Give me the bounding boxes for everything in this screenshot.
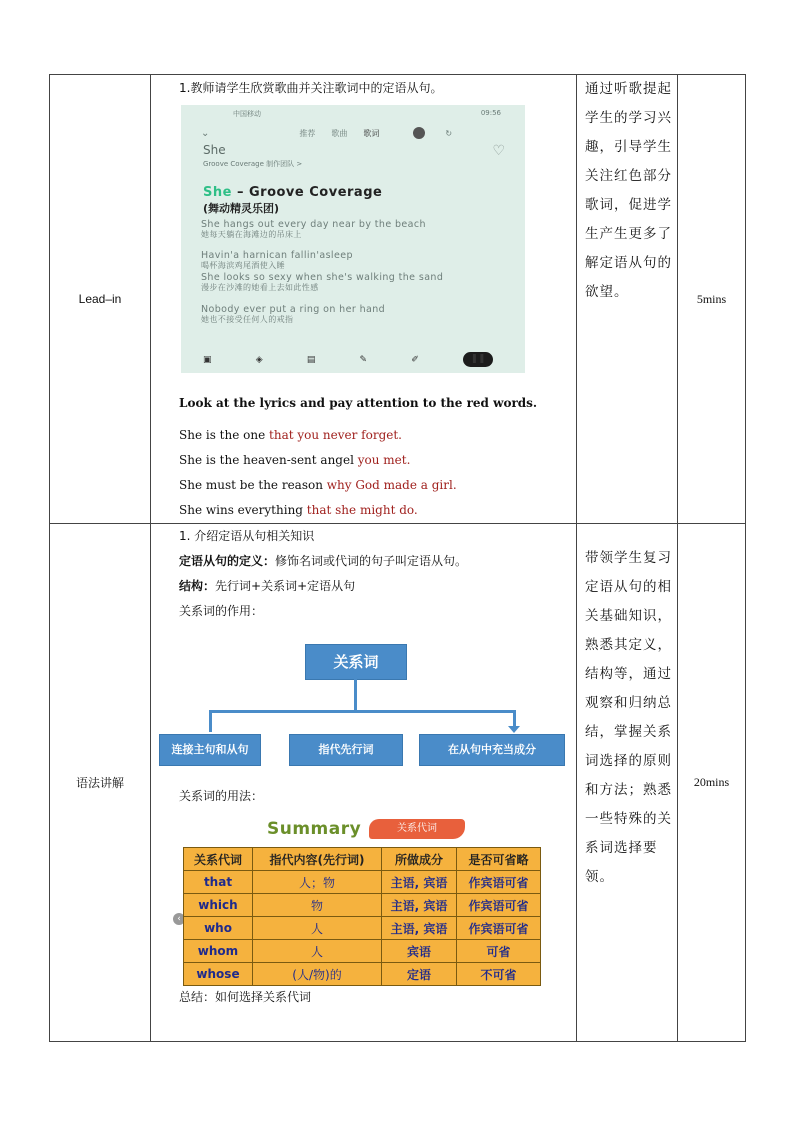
diagram-child: 指代先行词 xyxy=(289,734,403,766)
structure-line: 结构：先行词+关系词+定语从句 xyxy=(179,579,356,593)
share-icon: ↻ xyxy=(445,128,453,138)
tab-lyrics: 歌词 xyxy=(363,128,380,138)
phone-status-bar xyxy=(233,109,501,119)
summary-tag: 关系代词 xyxy=(369,819,465,839)
summary-figure xyxy=(179,815,539,987)
avatar xyxy=(413,127,425,139)
player-nav xyxy=(201,127,505,139)
content-cell xyxy=(151,524,577,1042)
time-cell: 20mins xyxy=(678,524,746,1042)
lyric-line: She hangs out every day near by the beach 她每天躺在海滩边的吊床上 xyxy=(201,219,426,239)
tab-song: 歌曲 xyxy=(331,128,348,138)
summary-row: which 物 主语, 宾语 作宾语可省 xyxy=(184,894,541,917)
diagram-connector xyxy=(354,678,357,712)
prompt-text: Look at the lyrics and pay attention to the red words. xyxy=(179,396,538,410)
comment-icon: ▣ xyxy=(203,354,212,365)
sentence-line: She wins everything that she might do. xyxy=(179,503,418,517)
stage-cell: Lead–in xyxy=(50,75,151,524)
diagram-connector xyxy=(209,710,513,713)
summary-title: Summary xyxy=(267,819,362,839)
lyrics-screenshot xyxy=(181,105,525,373)
purpose-cell: 带领学生复习定语从句的相关基础知识，熟悉其定义，结构等，通过观察和归纳总结，掌握关系词选择的原则和方法；熟悉一些特殊的关系词选择要领。 xyxy=(577,524,678,1042)
lyrics-subtitle: (舞动精灵乐团) xyxy=(203,202,280,215)
summary-row: whom 人 宾语 可省 xyxy=(184,940,541,963)
instruction-text: 1.教师请学生欣赏歌曲并关注歌词中的定语从句。 xyxy=(179,81,443,95)
summary-row: whose (人/物)的 定语 不可省 xyxy=(184,963,541,986)
summary-row: who 人 主语, 宾语 作宾语可省 xyxy=(184,917,541,940)
definition-line: 定语从句的定义：修饰名词或代词的句子叫定语从句。 xyxy=(179,554,468,568)
sentence-line: She is the one that you never forget. xyxy=(179,428,402,442)
diagram-child: 连接主句和从句 xyxy=(159,734,261,766)
purpose-cell: 通过听歌提起学生的学习兴趣，引导学生关注红色部分歌词，促进学生产生更多了解定语从句的欲望。 xyxy=(577,75,678,524)
diagram-child: 在从句中充当成分 xyxy=(419,734,565,766)
summary-table xyxy=(183,847,541,986)
grammar-row xyxy=(50,524,746,1042)
summary-row: that 人；物 主语, 宾语 作宾语可省 xyxy=(184,871,541,894)
translate-icon: ◈ xyxy=(255,354,263,365)
function-label: 关系词的作用： xyxy=(179,604,264,618)
chevron-down-icon: ⌄ xyxy=(201,127,210,139)
pause-icon: ❚❚ xyxy=(463,352,493,367)
song-name: She xyxy=(203,143,226,157)
sentence-line: She is the heaven-sent angel you met. xyxy=(179,453,411,467)
lyrics-title: She – Groove Coverage xyxy=(203,185,383,200)
content-cell xyxy=(151,75,577,524)
diagram-root: 关系词 xyxy=(305,644,407,680)
player-controls xyxy=(203,352,493,367)
usage-label: 关系词的用法： xyxy=(179,789,264,803)
relative-word-diagram xyxy=(159,644,569,774)
stage-cell: 语法讲解 xyxy=(50,524,151,1042)
carrier-label: 中国移动 xyxy=(233,110,261,118)
lyrics-icon: ▤ xyxy=(306,354,316,365)
mic-icon: ✎ xyxy=(359,354,368,365)
section-heading: 1. 介绍定语从句相关知识 xyxy=(179,529,315,543)
summary-header-row: 关系代词 指代内容(先行词) 所做成分 是否可省略 xyxy=(184,848,541,871)
sentence-line: She must be the reason why God made a girl. xyxy=(179,478,457,492)
artist-name: Groove Coverage 制作团队 > xyxy=(203,160,303,168)
clock-label: 09:56 xyxy=(480,109,501,117)
lyric-line: Nobody ever put a ring on her hand 她也不接受任何人的戒指 xyxy=(201,304,386,324)
lesson-plan-table xyxy=(49,74,746,1042)
diagram-connector xyxy=(209,710,212,732)
edit-icon: ✐ xyxy=(411,354,419,365)
tab-recommend: 推荐 xyxy=(299,128,316,138)
lyric-line: Havin'a harnican fallin'asleep 喝杯海滨鸡尾酒使入睡 xyxy=(201,250,353,270)
heart-icon: ♡ xyxy=(492,143,505,159)
chevron-left-icon: ‹ xyxy=(173,913,185,925)
time-cell: 5mins xyxy=(678,75,746,524)
conclusion-text: 总结：如何选择关系代词 xyxy=(179,990,312,1004)
lead-in-row xyxy=(50,75,746,524)
lyric-line: She looks so sexy when she's walking the sand 漫步在沙滩的她看上去如此性感 xyxy=(201,272,444,292)
arrow-down-icon xyxy=(508,726,520,733)
